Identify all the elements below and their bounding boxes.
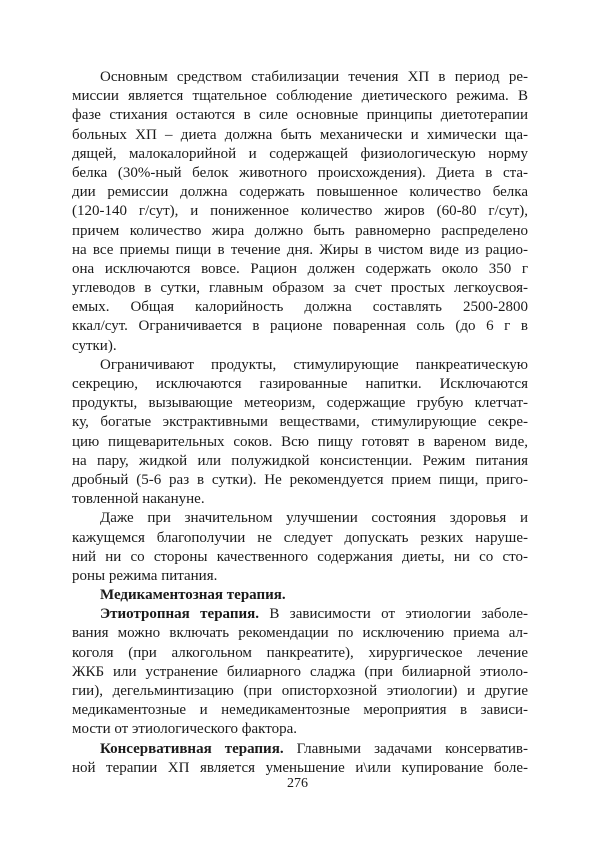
text-line: кажущемся благополучии не следует допускать резких наруше- xyxy=(72,529,528,546)
text-line: продукты, вызывающие метеоризм, содержащие грубую клетчат- xyxy=(72,395,528,412)
text-line xyxy=(72,740,528,759)
section-heading: Медикаментозная терапия. xyxy=(100,587,286,604)
text-line: Даже при значительном улучшении состояния здоровья и xyxy=(100,510,528,527)
text-line: ний ни со стороны качественного содержания диеты, ни со сто- xyxy=(72,548,528,565)
text-line: на пару, жидкой или полужидкой консистенции. Режим питания xyxy=(72,452,528,469)
paragraph-conservative-therapy xyxy=(72,740,528,778)
text-line: Ограничивают продукты, стимулирующие панкреатическую xyxy=(100,356,528,373)
text-line: вания можно включать рекомендации по исключению приема ал- xyxy=(72,625,528,642)
text-line: больных ХП – диета должна быть механически и химически ща- xyxy=(72,126,528,143)
text-line: причем количество жира должно быть равномерно распределено xyxy=(72,222,528,239)
lead-rest: Главными задачами консерватив- xyxy=(283,740,528,757)
text-line: ккал/сут. Ограничивается в рационе поваренная соль (до 6 г в xyxy=(72,318,528,335)
text-line: цию пищеварительных соков. Всю пищу готовят в вареном виде, xyxy=(72,433,528,450)
text-line: секрецию, исключаются газированные напитки. Исключаются xyxy=(72,376,528,392)
bold-lead: Консервативная терапия. xyxy=(100,740,284,757)
text-line: (120-140 г/сут), и пониженное количество жиров (60-80 г/сут), xyxy=(72,203,528,220)
page-body xyxy=(72,68,528,778)
text-line: сутки). xyxy=(72,337,117,354)
text-line: мости от этиологического фактора. xyxy=(72,721,297,738)
text-line: роны режима питания. xyxy=(72,567,218,584)
text-line: она исключаются вовсе. Рацион должен содержать около 350 г xyxy=(72,260,528,277)
paragraph-restricted-products xyxy=(72,356,528,510)
text-line: ЖКБ или устранение билиарного сладжа (при билиарной этиоло- xyxy=(72,663,528,680)
text-line: дящей, малокалорийной и содержащей физиологическую норму xyxy=(72,145,528,162)
text-line: дии ремиссии должна содержать повышенное количество белка xyxy=(72,184,528,201)
lead-rest: В зависимости от этиологии заболе- xyxy=(259,606,528,623)
page-number: 276 xyxy=(287,776,308,791)
text-line: ной терапии ХП является уменьшение и\или купирование боле- xyxy=(72,759,528,776)
text-line: миссии является тщательное соблюдение диетического режима. В xyxy=(72,88,528,105)
text-line xyxy=(72,605,528,624)
text-line: Основным средством стабилизации течения ХП в период ре- xyxy=(100,69,528,85)
text-line: товленной накануне. xyxy=(72,491,205,508)
paragraph-diet-adherence xyxy=(72,509,528,586)
text-line: белка (30%-ный белок животного происхождения). Диета в ста- xyxy=(72,164,528,181)
paragraph-etiotropic-therapy xyxy=(72,605,528,739)
text-line: дробный (5-6 раз в сутки). Не рекомендуется прием пищи, приго- xyxy=(72,471,528,488)
text-line: гии), дегельминтизацию (при описторхозной этиологии) и другие xyxy=(72,683,528,699)
text-line: ку, богатые экстрактивными веществами, стимулирующие секре- xyxy=(72,414,528,431)
bold-lead: Этиотропная терапия. xyxy=(100,606,259,623)
text-line: на все приемы пищи в течение дня. Жиры в чистом виде из рацио- xyxy=(72,241,528,258)
text-line: медикаментозные и немедикаментозные мероприятия в зависи- xyxy=(72,702,528,719)
text-line: углеводов в сутки, главным образом за счет простых легкоусвоя- xyxy=(72,280,528,297)
text-line: фазе стихания остаются в силе основные принципы диетотерапии xyxy=(72,107,528,124)
text-line: коголя (при алкогольном панкреатите), хирургическое лечение xyxy=(72,644,528,661)
text-line: емых. Общая калорийность должна составлять 2500-2800 xyxy=(72,299,528,316)
paragraph-diet-stabilization xyxy=(72,68,528,356)
